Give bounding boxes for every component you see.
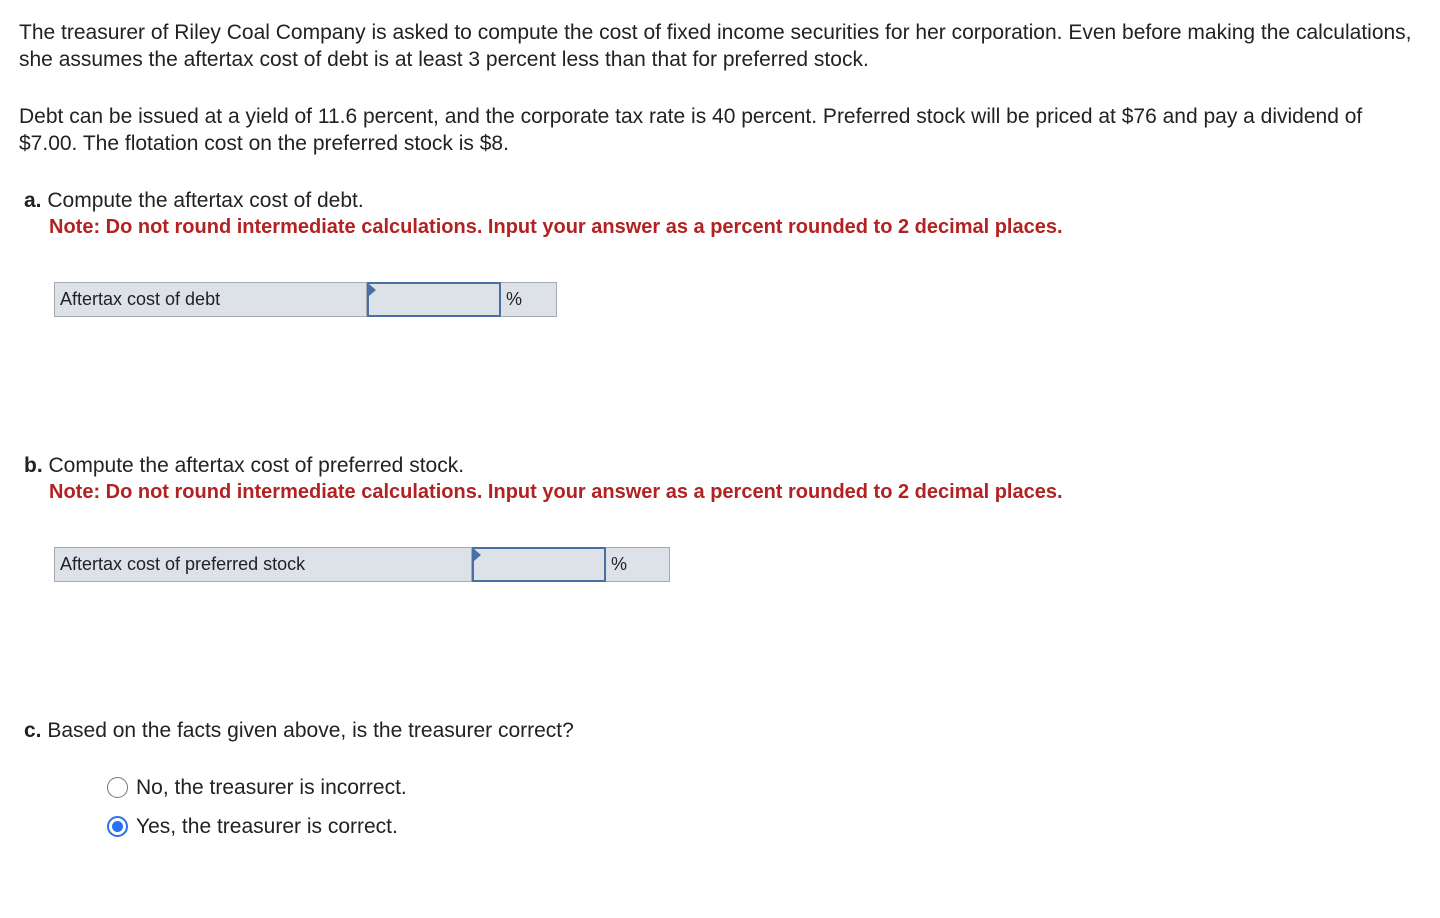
problem-intro-paragraph-2: Debt can be issued at a yield of 11.6 percent, and the corporate tax rate is 40 percent. Preferred stock will be priced at $76 and pay a dividend of $7.00. The flotation cost on the preferred stock is $8. (19, 105, 1363, 155)
problem-intro-paragraph-1: The treasurer of Riley Coal Company is asked to compute the cost of fixed income securities for her corporation. Even before making the calculations, she assumes the aftertax cost of debt is at least 3 percent less than that for preferred stock. (19, 21, 1412, 71)
radio-label-no[interactable]: No, the treasurer is incorrect. (136, 776, 407, 799)
radio-button-yes[interactable] (107, 816, 128, 837)
part-c-question-text: Based on the facts given above, is the treasurer correct? (47, 719, 574, 742)
radio-option-no[interactable] (107, 774, 407, 801)
part-a-letter: a. (24, 189, 42, 212)
percent-unit-label: % (501, 282, 557, 317)
radio-button-no[interactable] (107, 777, 128, 798)
part-b-question (24, 452, 464, 479)
part-c-letter: c. (24, 719, 42, 742)
part-c-question (24, 717, 574, 744)
radio-option-yes[interactable] (107, 813, 398, 840)
aftertax-cost-of-preferred-stock-input[interactable] (474, 549, 604, 580)
part-a-note: Note: Do not round intermediate calculations. Input your answer as a percent rounded to 2 decimal places. (49, 216, 1063, 238)
answer-label-aftertax-cost-of-debt: Aftertax cost of debt (54, 282, 367, 317)
aftertax-cost-of-debt-input[interactable] (369, 284, 499, 315)
radio-label-yes[interactable]: Yes, the treasurer is correct. (136, 815, 398, 838)
answer-input-wrapper-preferred (472, 547, 606, 582)
answer-label-aftertax-cost-of-preferred-stock: Aftertax cost of preferred stock (54, 547, 472, 582)
percent-unit-label: % (606, 547, 670, 582)
part-b-note: Note: Do not round intermediate calculations. Input your answer as a percent rounded to 2 decimal places. (49, 481, 1063, 503)
part-b-letter: b. (24, 454, 43, 477)
part-a-question-text: Compute the aftertax cost of debt. (47, 189, 364, 212)
answer-input-wrapper-debt (367, 282, 501, 317)
part-a-question (24, 187, 364, 214)
answer-row-aftertax-cost-of-debt (54, 282, 557, 317)
part-b-question-text: Compute the aftertax cost of preferred stock. (48, 454, 465, 477)
answer-row-aftertax-cost-of-preferred-stock (54, 547, 670, 582)
